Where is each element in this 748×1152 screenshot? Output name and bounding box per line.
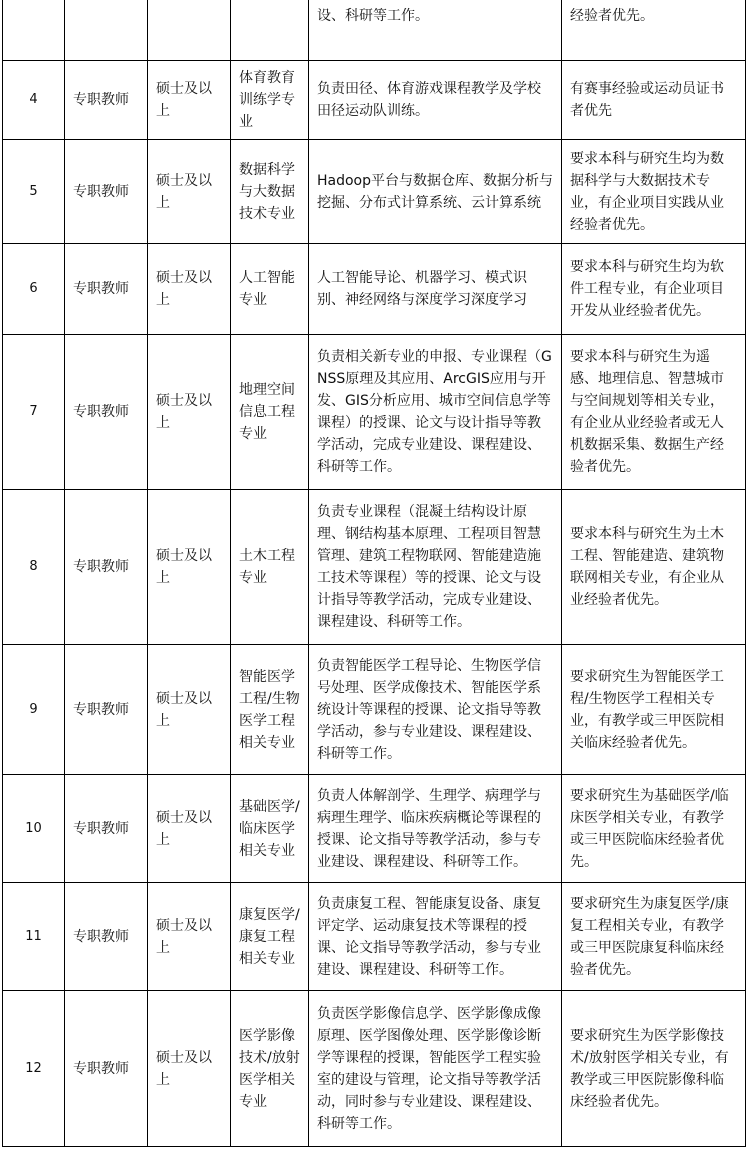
cell-major: 地理空间信息工程专业 bbox=[231, 335, 309, 490]
cell-requirement: 要求本科与研究生为遥感、地理信息、智慧城市与空间规划等相关专业，有企业从业经验者或无人机数据采集、数据生产经验者优先。 bbox=[562, 335, 746, 490]
cell-type: 专职教师 bbox=[65, 645, 148, 775]
table-row bbox=[3, 140, 746, 244]
cell-no: 11 bbox=[3, 883, 65, 991]
cell-duty: 设、科研等工作。 bbox=[309, 0, 562, 61]
cell-no bbox=[3, 0, 65, 61]
cell-requirement: 要求研究生为智能医学工程/生物医学工程相关专业，有教学或三甲医院相关临床经验者优先。 bbox=[562, 645, 746, 775]
cell-type: 专职教师 bbox=[65, 991, 148, 1147]
cell-education bbox=[148, 0, 231, 61]
cell-requirement: 要求研究生为康复医学/康复工程相关专业，有教学或三甲医院康复科临床经验者优先。 bbox=[562, 883, 746, 991]
cell-duty: 负责智能医学工程导论、生物医学信号处理、医学成像技术、智能医学系统设计等课程的授课、论文指导等教学活动，参与专业建设、课程建设、科研等工作。 bbox=[309, 645, 562, 775]
cell-type: 专职教师 bbox=[65, 335, 148, 490]
table-row bbox=[3, 335, 746, 490]
cell-requirement: 要求本科与研究生均为数据科学与大数据技术专业，有企业项目实践从业经验者优先。 bbox=[562, 140, 746, 244]
cell-duty: 负责康复工程、智能康复设备、康复评定学、运动康复技术等课程的授课、论文指导等教学活动，参与专业建设、课程建设、科研等工作。 bbox=[309, 883, 562, 991]
cell-duty: 负责相关新专业的申报、专业课程（GNSS原理及其应用、ArcGIS应用与开发、GIS分析应用、城市空间信息学等课程）的授课、论文与设计指导等教学活动，完成专业建设、课程建设、科研等工作。 bbox=[309, 335, 562, 490]
cell-no: 5 bbox=[3, 140, 65, 244]
table-row bbox=[3, 645, 746, 775]
cell-major: 医学影像技术/放射医学相关专业 bbox=[231, 991, 309, 1147]
recruitment-table bbox=[2, 0, 746, 1147]
cell-no: 6 bbox=[3, 244, 65, 335]
cell-type: 专职教师 bbox=[65, 61, 148, 140]
cell-education: 硕士及以上 bbox=[148, 490, 231, 645]
cell-no: 9 bbox=[3, 645, 65, 775]
cell-requirement: 要求研究生为基础医学/临床医学相关专业，有教学或三甲医院临床经验者优先。 bbox=[562, 775, 746, 883]
table-row bbox=[3, 61, 746, 140]
cell-major: 康复医学/康复工程相关专业 bbox=[231, 883, 309, 991]
cell-education: 硕士及以上 bbox=[148, 775, 231, 883]
cell-duty: 负责人体解剖学、生理学、病理学与病理生理学、临床疾病概论等课程的授课、论文指导等教学活动，参与专业建设、课程建设、科研等工作。 bbox=[309, 775, 562, 883]
table-row bbox=[3, 0, 746, 61]
cell-type: 专职教师 bbox=[65, 140, 148, 244]
cell-requirement: 要求本科与研究生均为软件工程专业，有企业项目开发从业经验者优先。 bbox=[562, 244, 746, 335]
cell-requirement: 要求研究生为医学影像技术/放射医学相关专业，有教学或三甲医院影像科临床经验者优先。 bbox=[562, 991, 746, 1147]
cell-type: 专职教师 bbox=[65, 883, 148, 991]
cell-no: 10 bbox=[3, 775, 65, 883]
cell-education: 硕士及以上 bbox=[148, 335, 231, 490]
cell-no: 7 bbox=[3, 335, 65, 490]
table-row bbox=[3, 883, 746, 991]
cell-major: 体育教育训练学专业 bbox=[231, 61, 309, 140]
cell-requirement: 要求本科与研究生为土木工程、智能建造、建筑物联网相关专业，有企业从业经验者优先。 bbox=[562, 490, 746, 645]
cell-education: 硕士及以上 bbox=[148, 645, 231, 775]
cell-education: 硕士及以上 bbox=[148, 991, 231, 1147]
cell-major: 数据科学与大数据技术专业 bbox=[231, 140, 309, 244]
cell-requirement: 有赛事经验或运动员证书者优先 bbox=[562, 61, 746, 140]
table-row bbox=[3, 775, 746, 883]
cell-major bbox=[231, 0, 309, 61]
cell-major: 基础医学/临床医学相关专业 bbox=[231, 775, 309, 883]
cell-duty: Hadoop平台与数据仓库、数据分析与挖掘、分布式计算系统、云计算系统 bbox=[309, 140, 562, 244]
cell-no: 8 bbox=[3, 490, 65, 645]
cell-duty: 负责专业课程（混凝土结构设计原理、钢结构基本原理、工程项目智慧管理、建筑工程物联网、智能建造施工技术等课程）等的授课、论文与设计指导等教学活动，完成专业建设、课程建设、科研等工作。 bbox=[309, 490, 562, 645]
cell-type bbox=[65, 0, 148, 61]
cell-major: 土木工程专业 bbox=[231, 490, 309, 645]
cell-no: 4 bbox=[3, 61, 65, 140]
cell-type: 专职教师 bbox=[65, 775, 148, 883]
cell-education: 硕士及以上 bbox=[148, 140, 231, 244]
cell-duty: 负责田径、体育游戏课程教学及学校田径运动队训练。 bbox=[309, 61, 562, 140]
cell-type: 专职教师 bbox=[65, 490, 148, 645]
cell-major: 人工智能专业 bbox=[231, 244, 309, 335]
table-row bbox=[3, 244, 746, 335]
cell-education: 硕士及以上 bbox=[148, 244, 231, 335]
cell-no: 12 bbox=[3, 991, 65, 1147]
table-row bbox=[3, 490, 746, 645]
cell-duty: 负责医学影像信息学、医学影像成像原理、医学图像处理、医学影像诊断学等课程的授课，智能医学工程实验室的建设与管理，论文指导等教学活动，同时参与专业建设、课程建设、科研等工作。 bbox=[309, 991, 562, 1147]
cell-type: 专职教师 bbox=[65, 244, 148, 335]
cell-education: 硕士及以上 bbox=[148, 883, 231, 991]
table-row bbox=[3, 991, 746, 1147]
cell-requirement: 经验者优先。 bbox=[562, 0, 746, 61]
cell-major: 智能医学工程/生物医学工程相关专业 bbox=[231, 645, 309, 775]
cell-duty: 人工智能导论、机器学习、模式识别、神经网络与深度学习深度学习 bbox=[309, 244, 562, 335]
cell-education: 硕士及以上 bbox=[148, 61, 231, 140]
